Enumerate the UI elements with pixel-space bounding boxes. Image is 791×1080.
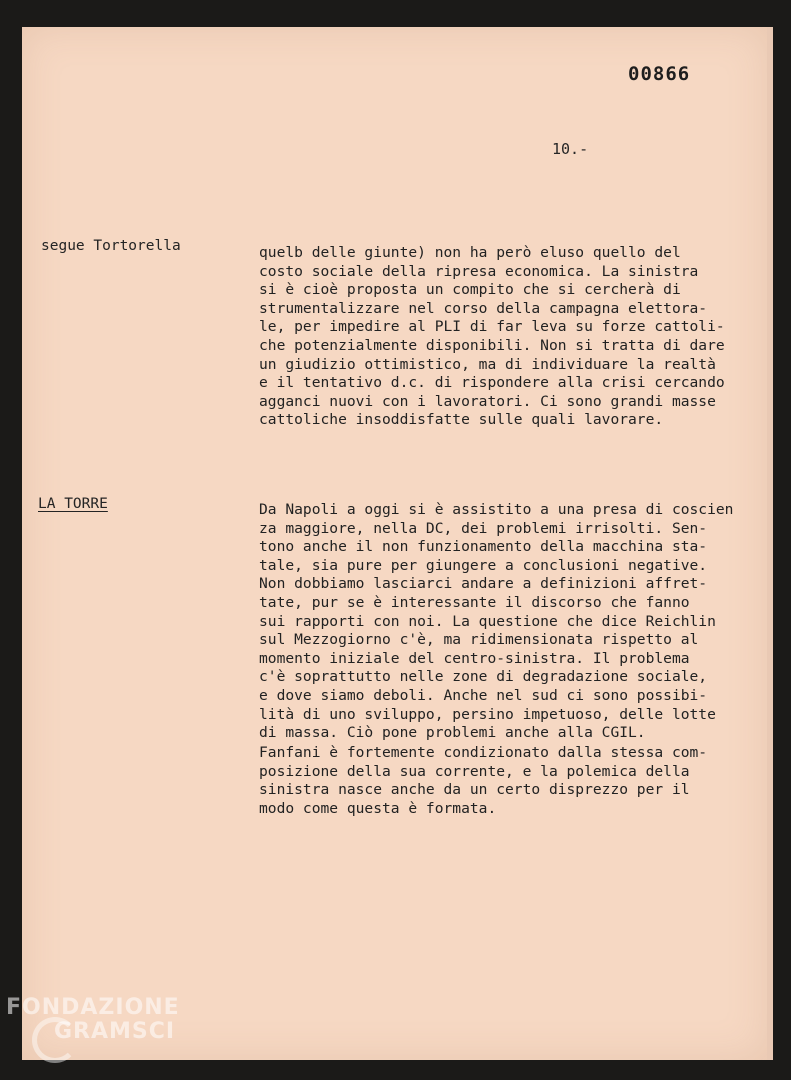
text-line: tale, sia pure per giungere a conclusioni negative. bbox=[259, 556, 708, 574]
text-line: sinistra nasce anche da un certo disprezzo per il bbox=[259, 781, 690, 799]
text-line: Da Napoli a oggi si è assistito a una presa di coscien bbox=[259, 501, 734, 518]
text-line: tono anche il non funzionamento della macchina sta- bbox=[259, 538, 708, 556]
paragraph-la-torre-2 bbox=[259, 744, 769, 818]
document-number: 00866 bbox=[628, 63, 691, 85]
speaker-label-la-torre: LA TORRE bbox=[38, 496, 108, 512]
text-line: sui rapporti con noi. La questione che dice Reichlin bbox=[259, 612, 716, 630]
text-line: sul Mezzogiorno c'è, ma ridimensionata rispetto al bbox=[259, 631, 699, 649]
text-line: Non dobbiamo lasciarci andare a definizioni affret- bbox=[259, 575, 708, 593]
text-line: quelb delle giunte) non ha però eluso quello del bbox=[259, 244, 681, 261]
text-line: c'è soprattutto nelle zone di degradazione sociale, bbox=[259, 668, 708, 686]
fondazione-gramsci-watermark bbox=[6, 993, 206, 1073]
text-line: Fanfani è fortemente condizionato dalla stessa com- bbox=[259, 744, 708, 761]
text-line: agganci nuovi con i lavoratori. Ci sono grandi masse bbox=[259, 392, 716, 410]
text-line: di massa. Ciò pone problemi anche alla CGIL. bbox=[259, 724, 646, 742]
text-line: tate, pur se è interessante il discorso che fanno bbox=[259, 593, 690, 611]
speaker-label-tortorella: segue Tortorella bbox=[41, 238, 181, 254]
paragraph-tortorella bbox=[259, 244, 769, 430]
page-number: 10.- bbox=[552, 140, 589, 158]
text-line: un giudizio ottimistico, ma di individuare la realtà bbox=[259, 355, 716, 373]
text-line: cattoliche insoddisfatte sulle quali lavorare. bbox=[259, 411, 664, 429]
paragraph-la-torre-1 bbox=[259, 501, 769, 743]
text-line: za maggiore, nella DC, dei problemi irrisolti. Sen- bbox=[259, 519, 708, 537]
text-line: momento iniziale del centro-sinistra. Il problema bbox=[259, 649, 690, 667]
text-line: modo come questa è formata. bbox=[259, 799, 497, 817]
text-line: le, per impedire al PLI di far leva su forze cattoli- bbox=[259, 318, 725, 336]
text-line: posizione della sua corrente, e la polemica della bbox=[259, 762, 690, 780]
watermark-line-1: FONDAZIONE bbox=[6, 995, 180, 1020]
text-line: e dove siamo deboli. Anche nel sud ci sono possibi- bbox=[259, 686, 708, 704]
text-line: strumentalizzare nel corso della campagna elettora- bbox=[259, 299, 708, 317]
bleed-through-number bbox=[648, 84, 658, 104]
watermark-line-2: GRAMSCI bbox=[54, 1019, 176, 1044]
text-line: e il tentativo d.c. di rispondere alla crisi cercando bbox=[259, 374, 725, 392]
text-line: che potenzialmente disponibili. Non si tratta di dare bbox=[259, 336, 725, 354]
text-line: si è cioè proposta un compito che si cercherà di bbox=[259, 281, 681, 299]
text-line: lità di uno sviluppo, persino impetuoso, delle lotte bbox=[259, 705, 716, 723]
text-line: costo sociale della ripresa economica. La sinistra bbox=[259, 262, 699, 280]
